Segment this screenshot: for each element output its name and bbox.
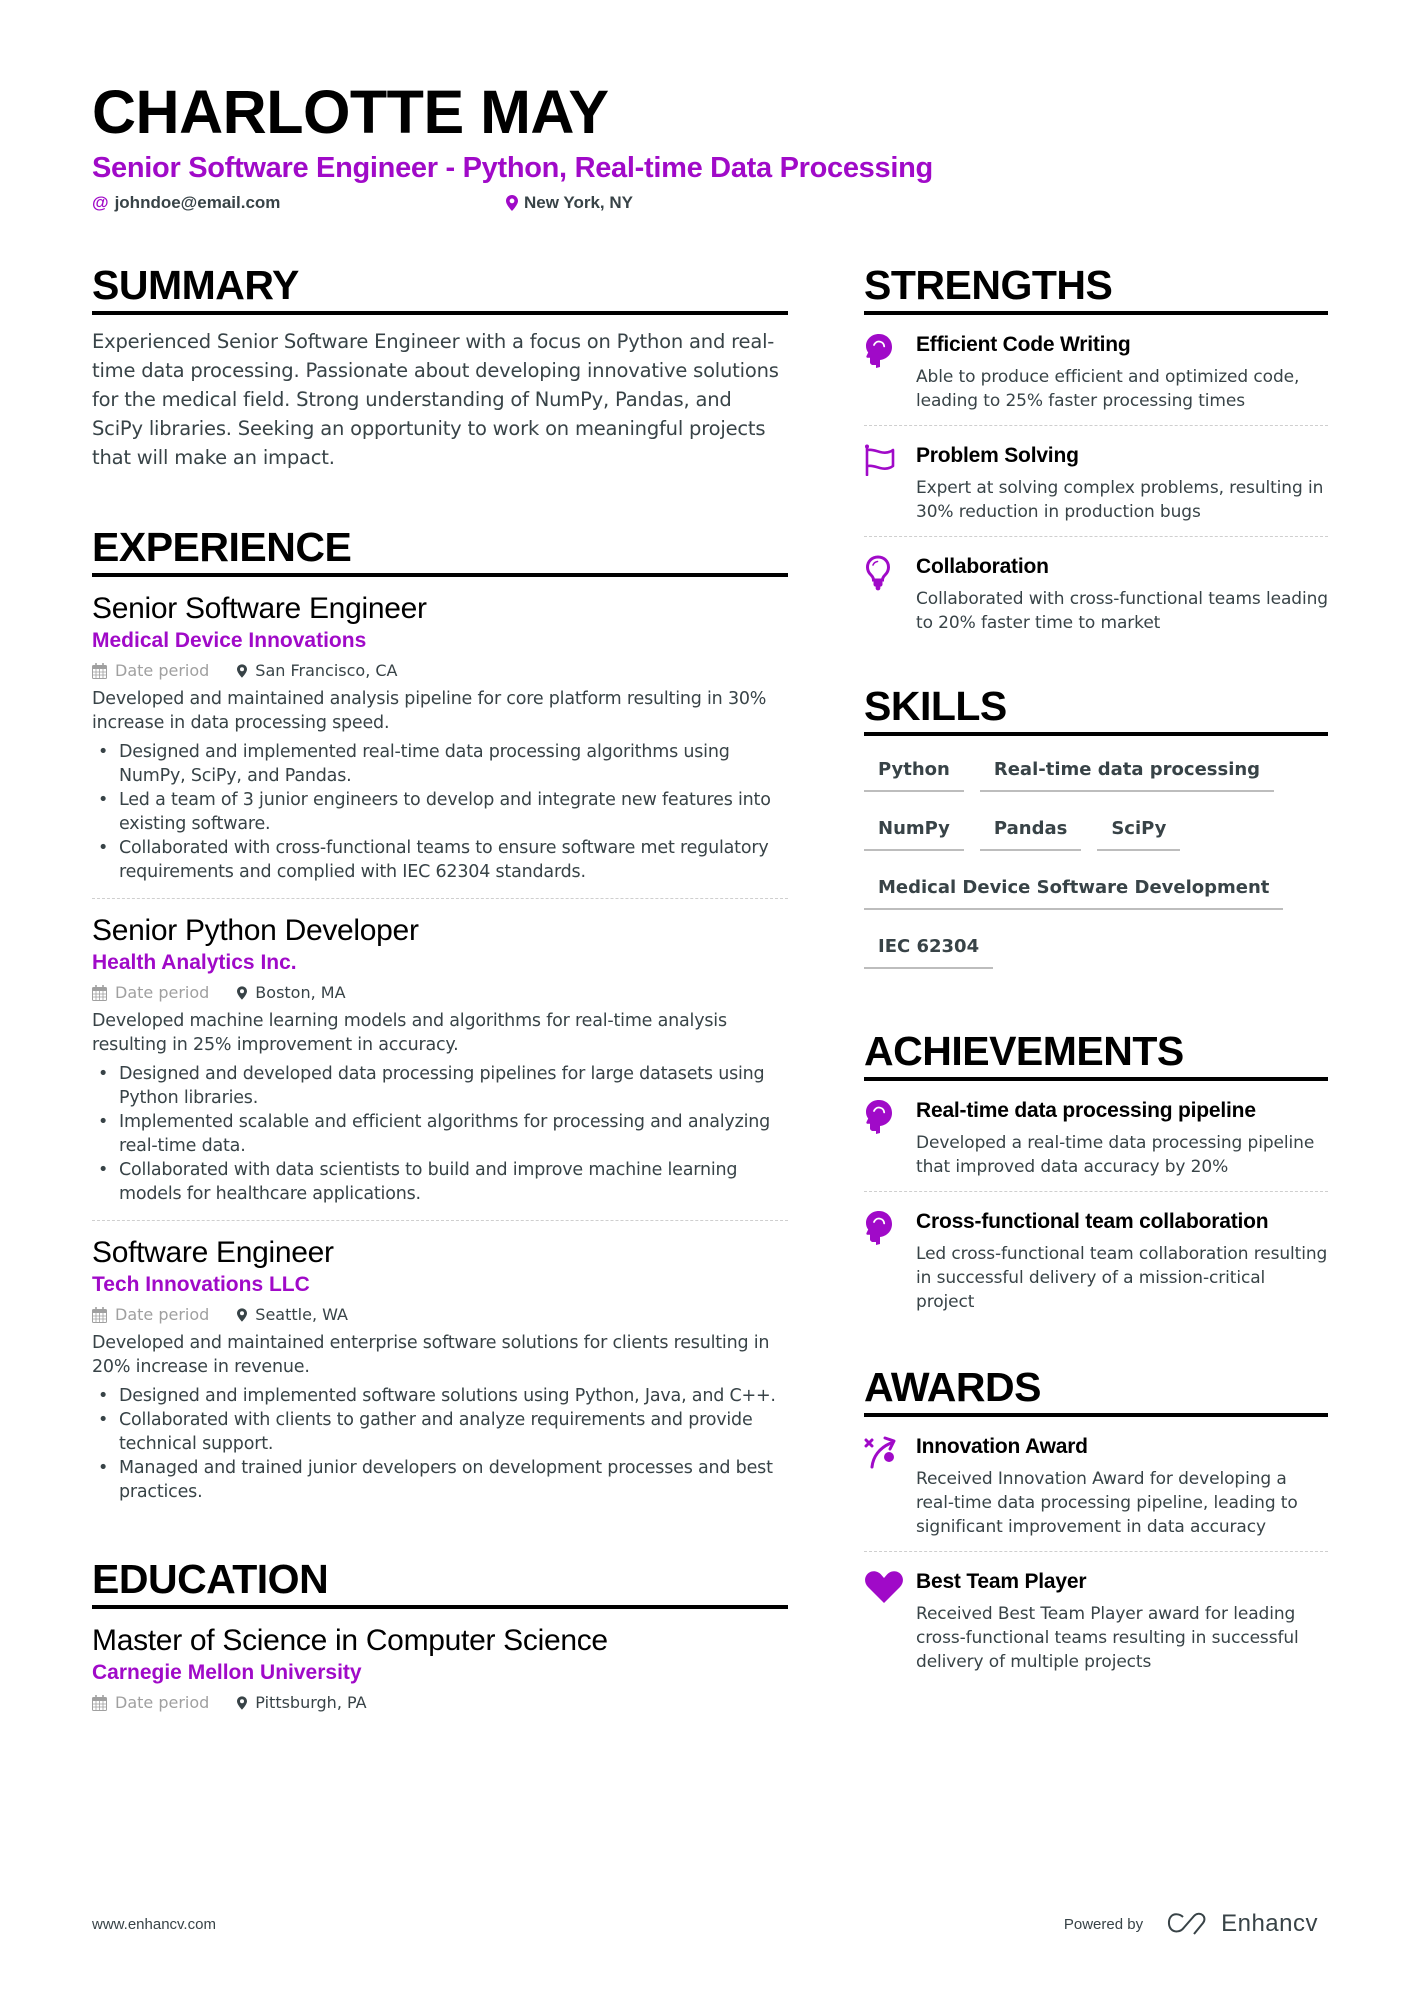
enhancv-brand-text: Enhancv (1221, 1910, 1318, 1937)
company-name: Tech Innovations LLC (92, 1273, 310, 1296)
award-description: Received Best Team Player award for leading cross-functional teams resulting in successful delivery of multiple projects (916, 1604, 1299, 1672)
candidate-name: CHARLOTTE MAY (92, 78, 609, 146)
right-column (864, 262, 1328, 1686)
job-location: Seattle, WA (237, 1303, 348, 1327)
section-title-achievements: ACHIEVEMENTS (864, 1028, 1328, 1081)
calendar-icon (92, 1307, 107, 1323)
at-icon: @ (92, 193, 109, 212)
job-description: Developed machine learning models and algorithms for real-time analysis resulting in 25% improvement in accuracy. (92, 1011, 727, 1055)
skill-tag: Python (864, 750, 964, 792)
brain-head-icon (864, 1208, 916, 1314)
bullet-item: • Led a team of 3 junior engineers to develop and integrate new features into existing software. (92, 788, 788, 836)
skills-section (864, 683, 1328, 986)
skill-tag: Pandas (980, 809, 1081, 851)
map-pin-icon (237, 664, 247, 678)
awards-section (864, 1364, 1328, 1686)
education-entry (92, 1609, 788, 1715)
date-period: Date period (92, 659, 209, 683)
achievements-section (864, 1028, 1328, 1326)
experience-entry (92, 577, 788, 899)
brain-head-icon (864, 1097, 916, 1179)
skill-tag: IEC 62304 (864, 927, 993, 969)
strength-item (864, 426, 1328, 537)
award-title: Best Team Player (916, 1570, 1087, 1593)
strength-description: Able to produce efficient and optimized code, leading to 25% faster processing times (916, 367, 1300, 411)
email-text: johndoe@email.com (114, 193, 281, 212)
flag-icon (864, 442, 916, 524)
strengths-section (864, 262, 1328, 647)
strategy-icon (864, 1433, 916, 1539)
map-pin-icon (237, 986, 247, 1000)
experience-section (92, 524, 788, 1518)
strength-title: Collaboration (916, 555, 1049, 578)
enhancv-logo-icon (1167, 1912, 1211, 1936)
lightbulb-icon (864, 553, 916, 635)
map-pin-icon (506, 195, 518, 211)
education-section (92, 1556, 788, 1715)
section-title-summary: SUMMARY (92, 262, 788, 315)
resume-header (92, 78, 1322, 214)
job-meta (92, 981, 788, 1005)
contact-location (506, 192, 633, 214)
skill-tag: Medical Device Software Development (864, 868, 1283, 910)
job-bullets (92, 1384, 788, 1504)
education-location: Pittsburgh, PA (237, 1691, 366, 1715)
map-pin-icon (237, 1308, 247, 1322)
skills-list (864, 736, 1328, 986)
date-period: Date period (92, 981, 209, 1005)
contact-info (92, 192, 1322, 214)
calendar-icon (92, 985, 107, 1001)
award-item (864, 1552, 1328, 1686)
job-title: Senior Python Developer (92, 914, 419, 947)
left-column (92, 262, 788, 1715)
bullet-item: • Collaborated with cross-functional teams to ensure software met regulatory requirements and complied with IEC 62304 standards. (92, 836, 788, 884)
website-link[interactable]: www.enhancv.com (92, 1915, 216, 1933)
section-title-experience: EXPERIENCE (92, 524, 788, 577)
company-name: Medical Device Innovations (92, 629, 367, 652)
skill-tag: SciPy (1097, 809, 1180, 851)
date-period: Date period (92, 1303, 209, 1327)
bullet-item: • Designed and developed data processing pipelines for large datasets using Python libraries. (92, 1062, 788, 1110)
job-description: Developed and maintained enterprise software solutions for clients resulting in 20% increase in revenue. (92, 1333, 770, 1377)
map-pin-icon (237, 1696, 247, 1710)
calendar-icon (92, 1695, 107, 1711)
degree: Master of Science in Computer Science (92, 1624, 608, 1657)
section-title-skills: SKILLS (864, 683, 1328, 736)
job-bullets (92, 1062, 788, 1206)
candidate-title: Senior Software Engineer - Python, Real-time Data Processing (92, 152, 933, 184)
job-title: Software Engineer (92, 1236, 334, 1269)
achievement-description: Led cross-functional team collaboration resulting in successful delivery of a mission-critical project (916, 1244, 1328, 1312)
award-description: Received Innovation Award for developing a real-time data processing pipeline, leading to significant improvement in data accuracy (916, 1469, 1298, 1537)
job-location: San Francisco, CA (237, 659, 397, 683)
strength-item (864, 537, 1328, 647)
bullet-item: • Designed and implemented real-time data processing algorithms using NumPy, SciPy, and Pandas. (92, 740, 788, 788)
strength-item (864, 315, 1328, 426)
powered-by (1064, 1910, 1318, 1938)
bullet-item: • Designed and implemented software solutions using Python, Java, and C++. (92, 1384, 788, 1408)
section-title-education: EDUCATION (92, 1556, 788, 1609)
section-title-awards: AWARDS (864, 1364, 1328, 1417)
achievement-description: Developed a real-time data processing pipeline that improved data accuracy by 20% (916, 1133, 1315, 1177)
powered-by-label: Powered by (1063, 1915, 1144, 1933)
bullet-item: • Collaborated with clients to gather and analyze requirements and provide technical support. (92, 1408, 788, 1456)
strength-description: Collaborated with cross-functional teams leading to 20% faster time to market (916, 589, 1328, 633)
section-title-strengths: STRENGTHS (864, 262, 1328, 315)
calendar-icon (92, 663, 107, 679)
strength-title: Problem Solving (916, 444, 1079, 467)
location-text: New York, NY (524, 193, 633, 212)
bullet-item: • Collaborated with data scientists to build and improve machine learning models for healthcare applications. (92, 1158, 788, 1206)
achievement-title: Real-time data processing pipeline (916, 1099, 1256, 1122)
summary-text: Experienced Senior Software Engineer with a focus on Python and real-time data processing. Passionate about developing innovative solutions for the medical field. Strong understanding of NumPy, Pandas, and SciPy libraries. Seeking an opportunity to work on meaningful projects that will make an impact. (92, 330, 779, 469)
job-bullets (92, 740, 788, 884)
page-footer (92, 1910, 1318, 1938)
award-item (864, 1417, 1328, 1552)
summary-section (92, 262, 788, 472)
job-location: Boston, MA (237, 981, 345, 1005)
company-name: Health Analytics Inc. (92, 951, 297, 974)
skill-tag: NumPy (864, 809, 964, 851)
job-meta (92, 1303, 788, 1327)
achievement-title: Cross-functional team collaboration (916, 1210, 1269, 1233)
bullet-item: • Implemented scalable and efficient algorithms for processing and analyzing real-time data. (92, 1110, 788, 1158)
education-meta (92, 1691, 788, 1715)
heart-icon (864, 1568, 916, 1674)
job-title: Senior Software Engineer (92, 592, 427, 625)
experience-entry (92, 899, 788, 1221)
achievement-item (864, 1081, 1328, 1192)
enhancv-logo[interactable] (1167, 1910, 1318, 1938)
job-meta (92, 659, 788, 683)
skill-tag: Real-time data processing (980, 750, 1274, 792)
brain-head-icon (864, 331, 916, 413)
award-title: Innovation Award (916, 1435, 1088, 1458)
achievement-item (864, 1192, 1328, 1326)
job-description: Developed and maintained analysis pipeline for core platform resulting in 30% increase in data processing speed. (92, 689, 767, 733)
date-period: Date period (92, 1691, 209, 1715)
school-name: Carnegie Mellon University (92, 1661, 362, 1684)
bullet-item: • Managed and trained junior developers on development processes and best practices. (92, 1456, 788, 1504)
strength-title: Efficient Code Writing (916, 333, 1131, 356)
strength-description: Expert at solving complex problems, resulting in 30% reduction in production bugs (916, 478, 1324, 522)
contact-email[interactable] (92, 192, 506, 214)
experience-entry (92, 1221, 788, 1518)
